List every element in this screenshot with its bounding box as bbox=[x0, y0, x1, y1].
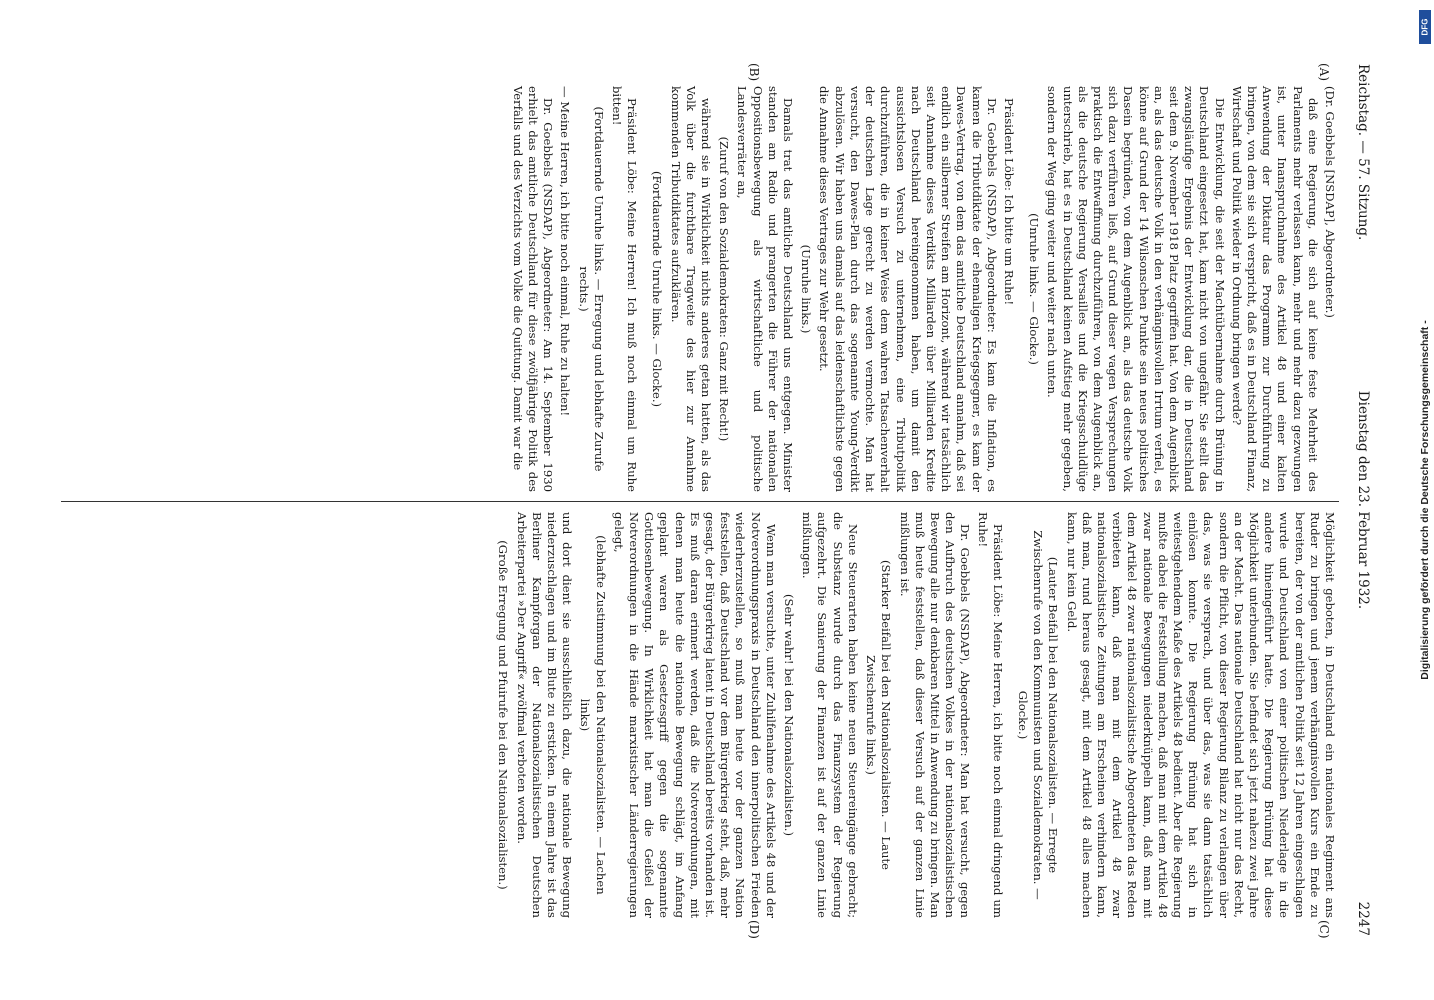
speaker-paragraph: Präsident Löbe: Ich bitte um Ruhe! bbox=[1001, 98, 1016, 306]
dfg-logo bbox=[1419, 10, 1431, 44]
paragraph: Die Entwicklung, die seit der Machtübernahme durch Brüning in Deutschland eingesetzt hat, kam nicht von ungefähr. Sie stellt das zwangsläufige Ergebnis der Entwicklung dar, die in Deutschland seit dem 9. November 1918 Platz gegriffen hat. Von dem Augenblick an, als das deutsche Volk in den verhängnisvollen Irrtum verfiel, es könne auf Grund der 14 Wilsonschen Punkte sein neues politisches Dasein begründen, von dem Augenblick an, als das deutsche Volk sich dazu verführen ließ, auf Grund dieser vagen Versprechungen praktisch die Entwaffnung durchzuführen, von dem Augenblick an, als die deutsche Regierung Versailles und die Kriegsschuldlüge unterschrieb, hat es in Deutschland keinen Aufstieg mehr gegeben, sondern der Weg ging weiter und weiter nach unten. bbox=[1045, 86, 1227, 492]
digitization-sidebar bbox=[1417, 6, 1433, 994]
page-number: 2247 bbox=[1355, 901, 1371, 936]
stage-direction: (Sehr wahr! bei den Nationalsozialisten.) bbox=[782, 593, 797, 837]
sidebar-funding-note: Digitalisierung gefördert durch die Deutsche Forschungsgemeinschaft - bbox=[1419, 320, 1431, 680]
paragraph: Wenn man versuchte, unter Zuhilfenahme des Artikels 48 und der Notverordnungspraxis in Deutschland den innerpolitischen Frieden wiederherzustellen, so muß man heute vor der ganzen Nation feststellen, daß Deutschland vor dem Bürgerkrieg steht, daß, mehr gesagt, der Bürgerkrieg latent in Deutschland bereits vorhanden ist. Es muß daran erinnert werden, daß die Notverordnungen, mit denen man heute die nationale Bewegung schlägt, im Anfang geplant waren als Gesetzesgriff gegen die sogenannte Gottlosenbewegung. In Wirklichkeit hat man die Geißel der Notverordnungen in die Hände marxistischer Länderregierungen gelegt, bbox=[611, 512, 778, 918]
stage-direction: (Große Erregung und Pfuirufe bei den Nationalsozialisten.) bbox=[496, 540, 511, 890]
speaker-paragraph: Präsident Löbe: Meine Herren! Ich muß noch einmal um Ruhe bitten! bbox=[610, 86, 640, 492]
paragraph: Dr. Goebbels (NSDAP), Abgeordneter: Am 14. September 1930 erhielt das amtliche Deutschland für diese zwölfjährige Politik des Verfalls und des Verzichts vom Volke die Quittung. Damit war die bbox=[510, 86, 556, 492]
dfg-logo-text: DFG bbox=[1420, 18, 1430, 36]
speaker-paragraph: Präsident Löbe: Meine Herren, ich bitte noch einmal dringend um Ruhe! bbox=[975, 512, 1005, 918]
paragraph: während sie in Wirklichkeit nichts anderes getan hatten, als das Volk über die furchtbare Tragweite des hier zur Annahme kommenden Tributdiktates aufzuklären. bbox=[668, 86, 714, 492]
column-divider bbox=[61, 501, 1339, 502]
right-column bbox=[492, 512, 1337, 918]
paragraph: Dr. Goebbels (NSDAP), Abgeordneter: Man hat versucht, gegen den Aufbruch des deutschen Volkes in der nationalsozialistischen Bewegung alle nur denkbaren Mittel in Anwendung zu bringen. Man muß heute feststellen, daß dieser Versuch auf der ganzen Linie mißlungen ist. bbox=[897, 512, 973, 918]
paragraph: Damals trat das amtliche Deutschland uns entgegen. Minister standen am Radio und prangerten die Führer der nationalen Oppositionsbewegung als wirtschaftliche und politische Landesverräter an, bbox=[735, 86, 796, 492]
paragraph: daß eine Regierung, die sich auf keine feste Mehrheit des Parlaments mehr verlassen kann, mehr und mehr dazu gezwungen ist, unter Inanspruchnahme des Artikel 48 und einer kalten Anwendung der Diktatur das Programm zur Durchführung zu bringen, von dem sie sich verspricht, daß es in Deutschland Finanz, Wirtschaft und Politik wieder in Ordnung bringen werde? bbox=[1229, 86, 1320, 492]
margin-marker-c: (C) bbox=[1317, 920, 1331, 939]
paragraph: und dort dient sie ausschließlich dazu, die nationale Bewegung niederzuschlagen und im Blute zu ersticken. In einem Jahre ist das Berliner Kampforgan der Nationalsozialistischen Deutschen Arbeiterpartei »Der Angriff« zwölfmal verboten worden. bbox=[514, 512, 575, 918]
header-left: Reichstag. — 57. Sitzung. bbox=[1355, 64, 1371, 241]
left-column bbox=[508, 86, 1337, 492]
margin-marker-a: (A) bbox=[1317, 63, 1331, 82]
stage-direction: (Unruhe links.) bbox=[799, 244, 814, 334]
page-header bbox=[1347, 64, 1371, 936]
stage-direction: (Lauter Beifall bei den Nationalsozialisten. — Erregte Zwischenrufe von den Kommunisten und Sozialdemokraten. — Glocke.) bbox=[1015, 530, 1061, 900]
paragraph: Neue Steuerarten haben keine neuen Steuereingänge gebracht; die Substanz wurde durch das Finanzsystem der Regierung aufgezehrt. Die Sanierung der Finanzen ist auf der ganzen Linie mißlungen. bbox=[800, 512, 860, 918]
stage-direction: (lebhafte Zustimmung bei den Nationalsozialisten. — Lachen links) bbox=[578, 535, 608, 895]
stage-direction: (Fortdauernde Unruhe links. — Erregung und lebhafte Zurufe rechts.) bbox=[576, 106, 606, 472]
paragraph: (Dr. Goebbels [NSDAP], Abgeordneter.) bbox=[1323, 86, 1337, 318]
margin-marker-b: (B) bbox=[747, 63, 761, 82]
stage-direction: (Unruhe links. — Glocke.) bbox=[1027, 213, 1042, 365]
margin-marker-d: (D) bbox=[747, 920, 761, 939]
paragraph: Dr. Goebbels (NSDAP), Abgeordneter: Es kam die Inflation, es kamen die Tributdiktate der ehemaligen Kriegsgegner, es kam der Dawes-Vertrag, von dem das amtliche Deutschland annahm, daß sei endlich ein silberner Streifen am Horizont, während wir tatsächlich seit Annahme dieses Verdikts Milliarden über Milliarden Kredite nach Deutschland hereingenommen haben, um damit den aussichtslosen Versuch zu unternehmen, eine Tributpolitik durchzuführen, die in keiner Weise dem wahren Tatsachenverhalt der deutschen Lage gerecht zu werden vermochte. Man hat versucht, den Dawes-Plan durch das sogenannte Young-Verdikt abzulösen. Wir haben uns damals auf das leidenschaftlichste gegen die Annahme dieses Vertrages zur Wehr gesetzt. bbox=[817, 86, 999, 492]
document-page bbox=[57, 60, 1377, 940]
paragraph: — Meine Herren, ich bitte noch einmal, Ruhe zu halten! bbox=[558, 86, 573, 417]
header-date: Dienstag den 23. Februar 1932. bbox=[1355, 390, 1371, 610]
paragraph: Möglichkeit geboten, in Deutschland ein nationales Regiment ans Ruder zu bringen und jenem verhängnisvollen Kurs ein Ende zu bereiten, der von der amtlichen Politik seit 12 Jahren eingeschlagen wurde und Deutschland von einer politischen Niederlage in die andere hineingeführt hatte. Die Regierung Brüning hat diese Möglichkeit unterbunden. Sie befindet sich jetzt nahezu zwei Jahre an der Macht. Das nationale Deutschland hat nicht nur das Recht, sondern die Pflicht, von dieser Regierung Bilanz zu verlangen über das, was sie versprach, und über das, was sie dann tatsächlich einlösen konnte. Die Regierung Brüning hat sich in weitestgehendem Maße des Artikels 48 bedient. Aber die Regierung mußte dabei die Feststellung machen, daß man mit dem Artikel 48 zwar nationale Bewegungen niederknüppeln kann, daß man mit dem Artikel 48 zwar nationalsozialistische Abgeordneten das Reden verbieten kann, daß man mit dem Artikel 48 zwar nationalsozialistische Zeitungen am Erscheinen verhindern kann, daß man, rund heraus gesagt, mit dem Artikel 48 alles machen kann, nur kein Geld. bbox=[1064, 512, 1337, 918]
stage-direction: (Fortdauernde Unruhe links. — Glocke.) bbox=[650, 170, 665, 408]
stage-direction: (Zuruf von den Sozialdemokraten: Ganz mit Recht!) bbox=[717, 136, 732, 442]
stage-direction: (Starker Beifall bei den Nationalsozialisten. — Laute Zwischenrufe links.) bbox=[864, 560, 894, 870]
